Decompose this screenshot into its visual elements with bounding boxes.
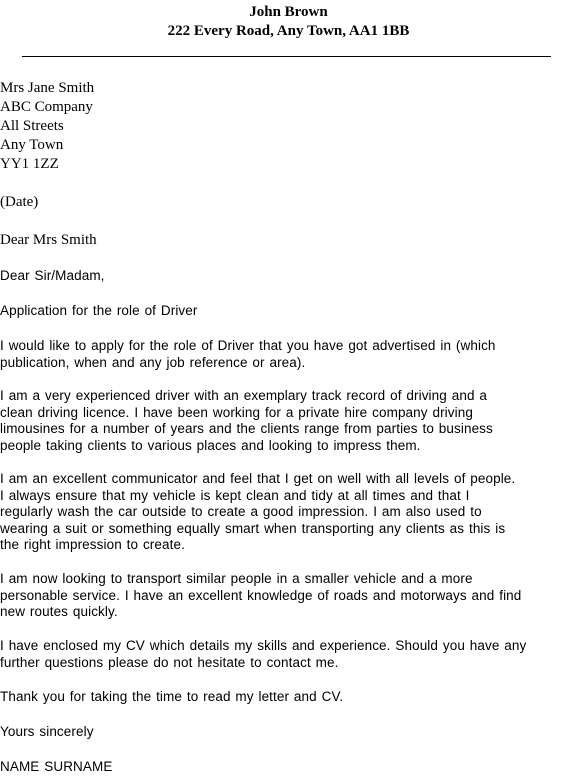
paragraph-line: the right impression to create. [0,537,185,552]
recipient-name: Mrs Jane Smith [0,80,95,96]
salutation-generic-text: Dear Sir/Madam, [0,268,105,283]
salutation-generic [0,268,560,285]
paragraph-line: I am now looking to transport similar people in a smaller vehicle and a more [0,571,473,586]
paragraph-1 [0,338,560,371]
paragraph-line: limousines for a number of years and the clients range from parties to business [0,421,493,436]
salutation-named: Dear Mrs Smith [0,232,97,248]
paragraph-6 [0,689,560,706]
closing-text: Yours sincerely [0,724,94,739]
signature [0,759,560,776]
paragraph-5 [0,638,560,671]
paragraph-line: I have enclosed my CV which details my skills and experience. Should you have any [0,638,527,653]
sender-name: John Brown [249,4,328,20]
closing [0,724,560,741]
recipient-postcode: YY1 1ZZ [0,156,59,172]
recipient-street: All Streets [0,118,64,134]
header-divider [22,56,551,57]
paragraph-line: publication, when and any job reference or area). [0,354,306,370]
paragraph-line: clean driving licence. I have been working for a private hire company driving [0,404,473,420]
sender-address: 222 Every Road, Any Town, AA1 1BB [167,23,410,39]
paragraph-line: personable service. I have an excellent knowledge of roads and motorways and find [0,587,522,603]
paragraph-line: further questions please do not hesitate to contact me. [0,654,339,670]
paragraph-line: regularly wash the car outside to create a good impression. I am also used to [0,504,482,519]
recipient-town: Any Town [0,137,64,153]
recipient-company: ABC Company [0,99,93,115]
paragraph-4 [0,571,560,621]
paragraph-line: I would like to apply for the role of Driver that you have got advertised in (which [0,338,496,353]
letter-date: (Date) [0,194,39,210]
paragraph-2 [0,388,560,454]
signature-text: NAME SURNAME [0,759,113,774]
paragraph-line: I am a very experienced driver with an exemplary track record of driving and a [0,388,488,403]
subject-line [0,303,560,320]
paragraph-line: people taking clients to various places and looking to impress them. [0,437,421,453]
paragraph-line: new routes quickly. [0,604,118,619]
paragraph-line: Thank you for taking the time to read my letter and CV. [0,689,344,704]
subject-text: Application for the role of Driver [0,303,198,318]
paragraph-line: wearing a suit or something equally smart when transporting any clients as this is [0,520,506,536]
paragraph-3 [0,471,560,554]
paragraph-line: I always ensure that my vehicle is kept clean and tidy at all times and that I [0,487,470,503]
paragraph-line: I am an excellent communicator and feel that I get on well with all levels of people. [0,471,516,486]
